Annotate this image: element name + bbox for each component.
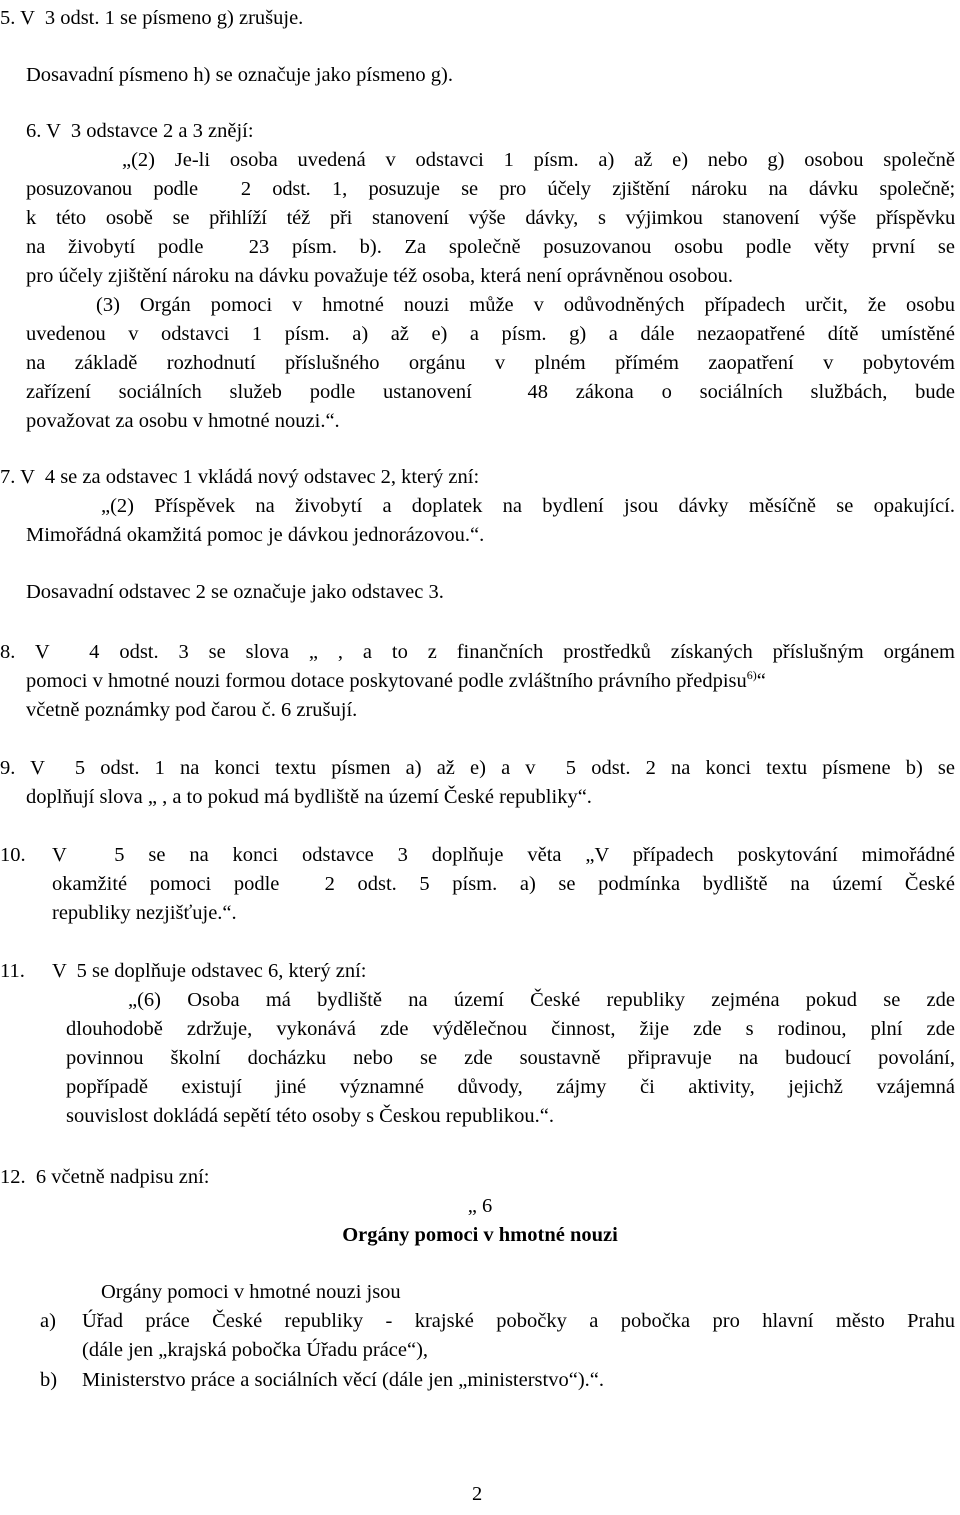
item-9-line-1: 9. V 5 odst. 1 na konci textu písmen a) až e) a v 5 odst. 2 na konci textu písmene b) se: [0, 757, 955, 779]
item-6-line-4: na živobytí podle 23 písm. b). Za společně posuzovanou osobu podle věty první se: [26, 236, 955, 258]
item-6-line-3: k této osobě se přihlíží též při stanovení výše dávky, s výjimkou stanovení výše příspěvku: [26, 207, 955, 229]
item-5-line-1: 5. V 3 odst. 1 se písmeno g) zrušuje.: [0, 7, 304, 29]
item-11-heading: V 5 se doplňuje odstavec 6, který zní:: [52, 960, 367, 982]
item-8-line-2: [26, 667, 766, 697]
list-a-line-2: (dále jen „krajská pobočka Úřadu práce“),: [82, 1339, 429, 1361]
item-10-line-2: okamžité pomoci podle 2 odst. 5 písm. a) se podmínka bydliště na území České: [52, 873, 955, 895]
item-6-line-6: (3) Orgán pomoci v hmotné nouzi může v odůvodněných případech určit, že osobu: [96, 294, 955, 316]
footnote-mark: 6): [746, 668, 757, 682]
item-5-line-2: Dosavadní písmeno h) se označuje jako písmeno g).: [26, 64, 453, 86]
item-8-line-2-text: pomoci v hmotné nouzi formou dotace poskytované podle zvláštního právního předpisu: [26, 670, 747, 692]
section-intro: Orgány pomoci v hmotné nouzi jsou: [101, 1281, 401, 1303]
item-8-line-1: 8. V 4 odst. 3 se slova „ , a to z finančních prostředků získaných příslušným orgánem: [0, 641, 955, 663]
item-6-line-7: uvedenou v odstavci 1 písm. a) až e) a písm. g) a dále nezaopatřené dítě umístěné: [26, 323, 955, 345]
item-11-line-5: souvislost dokládá sepětí této osoby s Českou republikou.“.: [66, 1105, 554, 1127]
item-10-line-1: V 5 se na konci odstavce 3 doplňuje věta „V případech poskytování mimořádné: [52, 844, 955, 866]
item-11-line-3: povinnou školní docházku nebo se zde soustavně připravuje na budoucí povolání,: [66, 1047, 955, 1069]
list-b-marker: b): [40, 1369, 58, 1391]
item-7-line-2: Mimořádná okamžitá pomoc je dávkou jednorázovou.“.: [26, 524, 485, 546]
item-6-line-5: pro účely zjištění nároku na dávku považuje též osoba, která není oprávněnou osobou.: [26, 265, 734, 287]
item-11-line-2: dlouhodobě zdržuje, vykonává zde výdělečnou činnost, žije zde s rodinou, plní zde: [66, 1018, 955, 1040]
item-7-heading: 7. V 4 se za odstavec 1 vkládá nový odstavec 2, který zní:: [0, 466, 480, 488]
item-6-heading: 6. V 3 odstavce 2 a 3 znějí:: [26, 120, 254, 142]
page-number: 2: [472, 1483, 483, 1505]
item-8-line-3: včetně poznámky pod čarou č. 6 zrušují.: [26, 699, 358, 721]
item-6-line-9: zařízení sociálních služeb podle ustanovení 48 zákona o sociálních službách, bude: [26, 381, 955, 403]
item-9-line-2: doplňují slova „ , a to pokud má bydliště na území České republiky“.: [26, 786, 592, 808]
list-a-marker: a): [40, 1310, 56, 1332]
list-a-line-1: Úřad práce České republiky - krajské pobočky a pobočka pro hlavní město Prahu: [82, 1310, 955, 1332]
item-12-heading: 12. 6 včetně nadpisu zní:: [0, 1166, 210, 1188]
section-mark: „ 6: [467, 1195, 493, 1217]
item-6-line-1: „(2) Je-li osoba uvedená v odstavci 1 písm. a) až e) nebo g) osobou společně: [122, 149, 955, 171]
item-6-line-2: posuzovanou podle 2 odst. 1, posuzuje se pro účely zjištění nároku na dávku společně;: [26, 178, 955, 200]
item-11-number: 11.: [0, 960, 25, 982]
item-6-line-8: na základě rozhodnutí příslušného orgánu v plném přímém zaopatření v pobytovém: [26, 352, 955, 374]
item-7-line-1: „(2) Příspěvek na živobytí a doplatek na bydlení jsou dávky měsíčně se opakující.: [101, 495, 955, 517]
section-title: Orgány pomoci v hmotné nouzi: [342, 1224, 618, 1246]
item-6-line-10: považovat za osobu v hmotné nouzi.“.: [26, 410, 340, 432]
list-b-line-1: Ministerstvo práce a sociálních věcí (dále jen „ministerstvo“).“.: [82, 1369, 604, 1391]
item-11-line-1: „(6) Osoba má bydliště na území České republiky zejména pokud se zde: [128, 989, 955, 1011]
item-11-line-4: popřípadě existují jiné významné důvody, zájmy či aktivity, jejichž vzájemná: [66, 1076, 955, 1098]
item-7-line-3: Dosavadní odstavec 2 se označuje jako odstavec 3.: [26, 581, 444, 603]
item-8-closing-quote: “: [756, 670, 766, 692]
item-10-number: 10.: [0, 844, 26, 866]
item-10-line-3: republiky nezjišťuje.“.: [52, 902, 237, 924]
